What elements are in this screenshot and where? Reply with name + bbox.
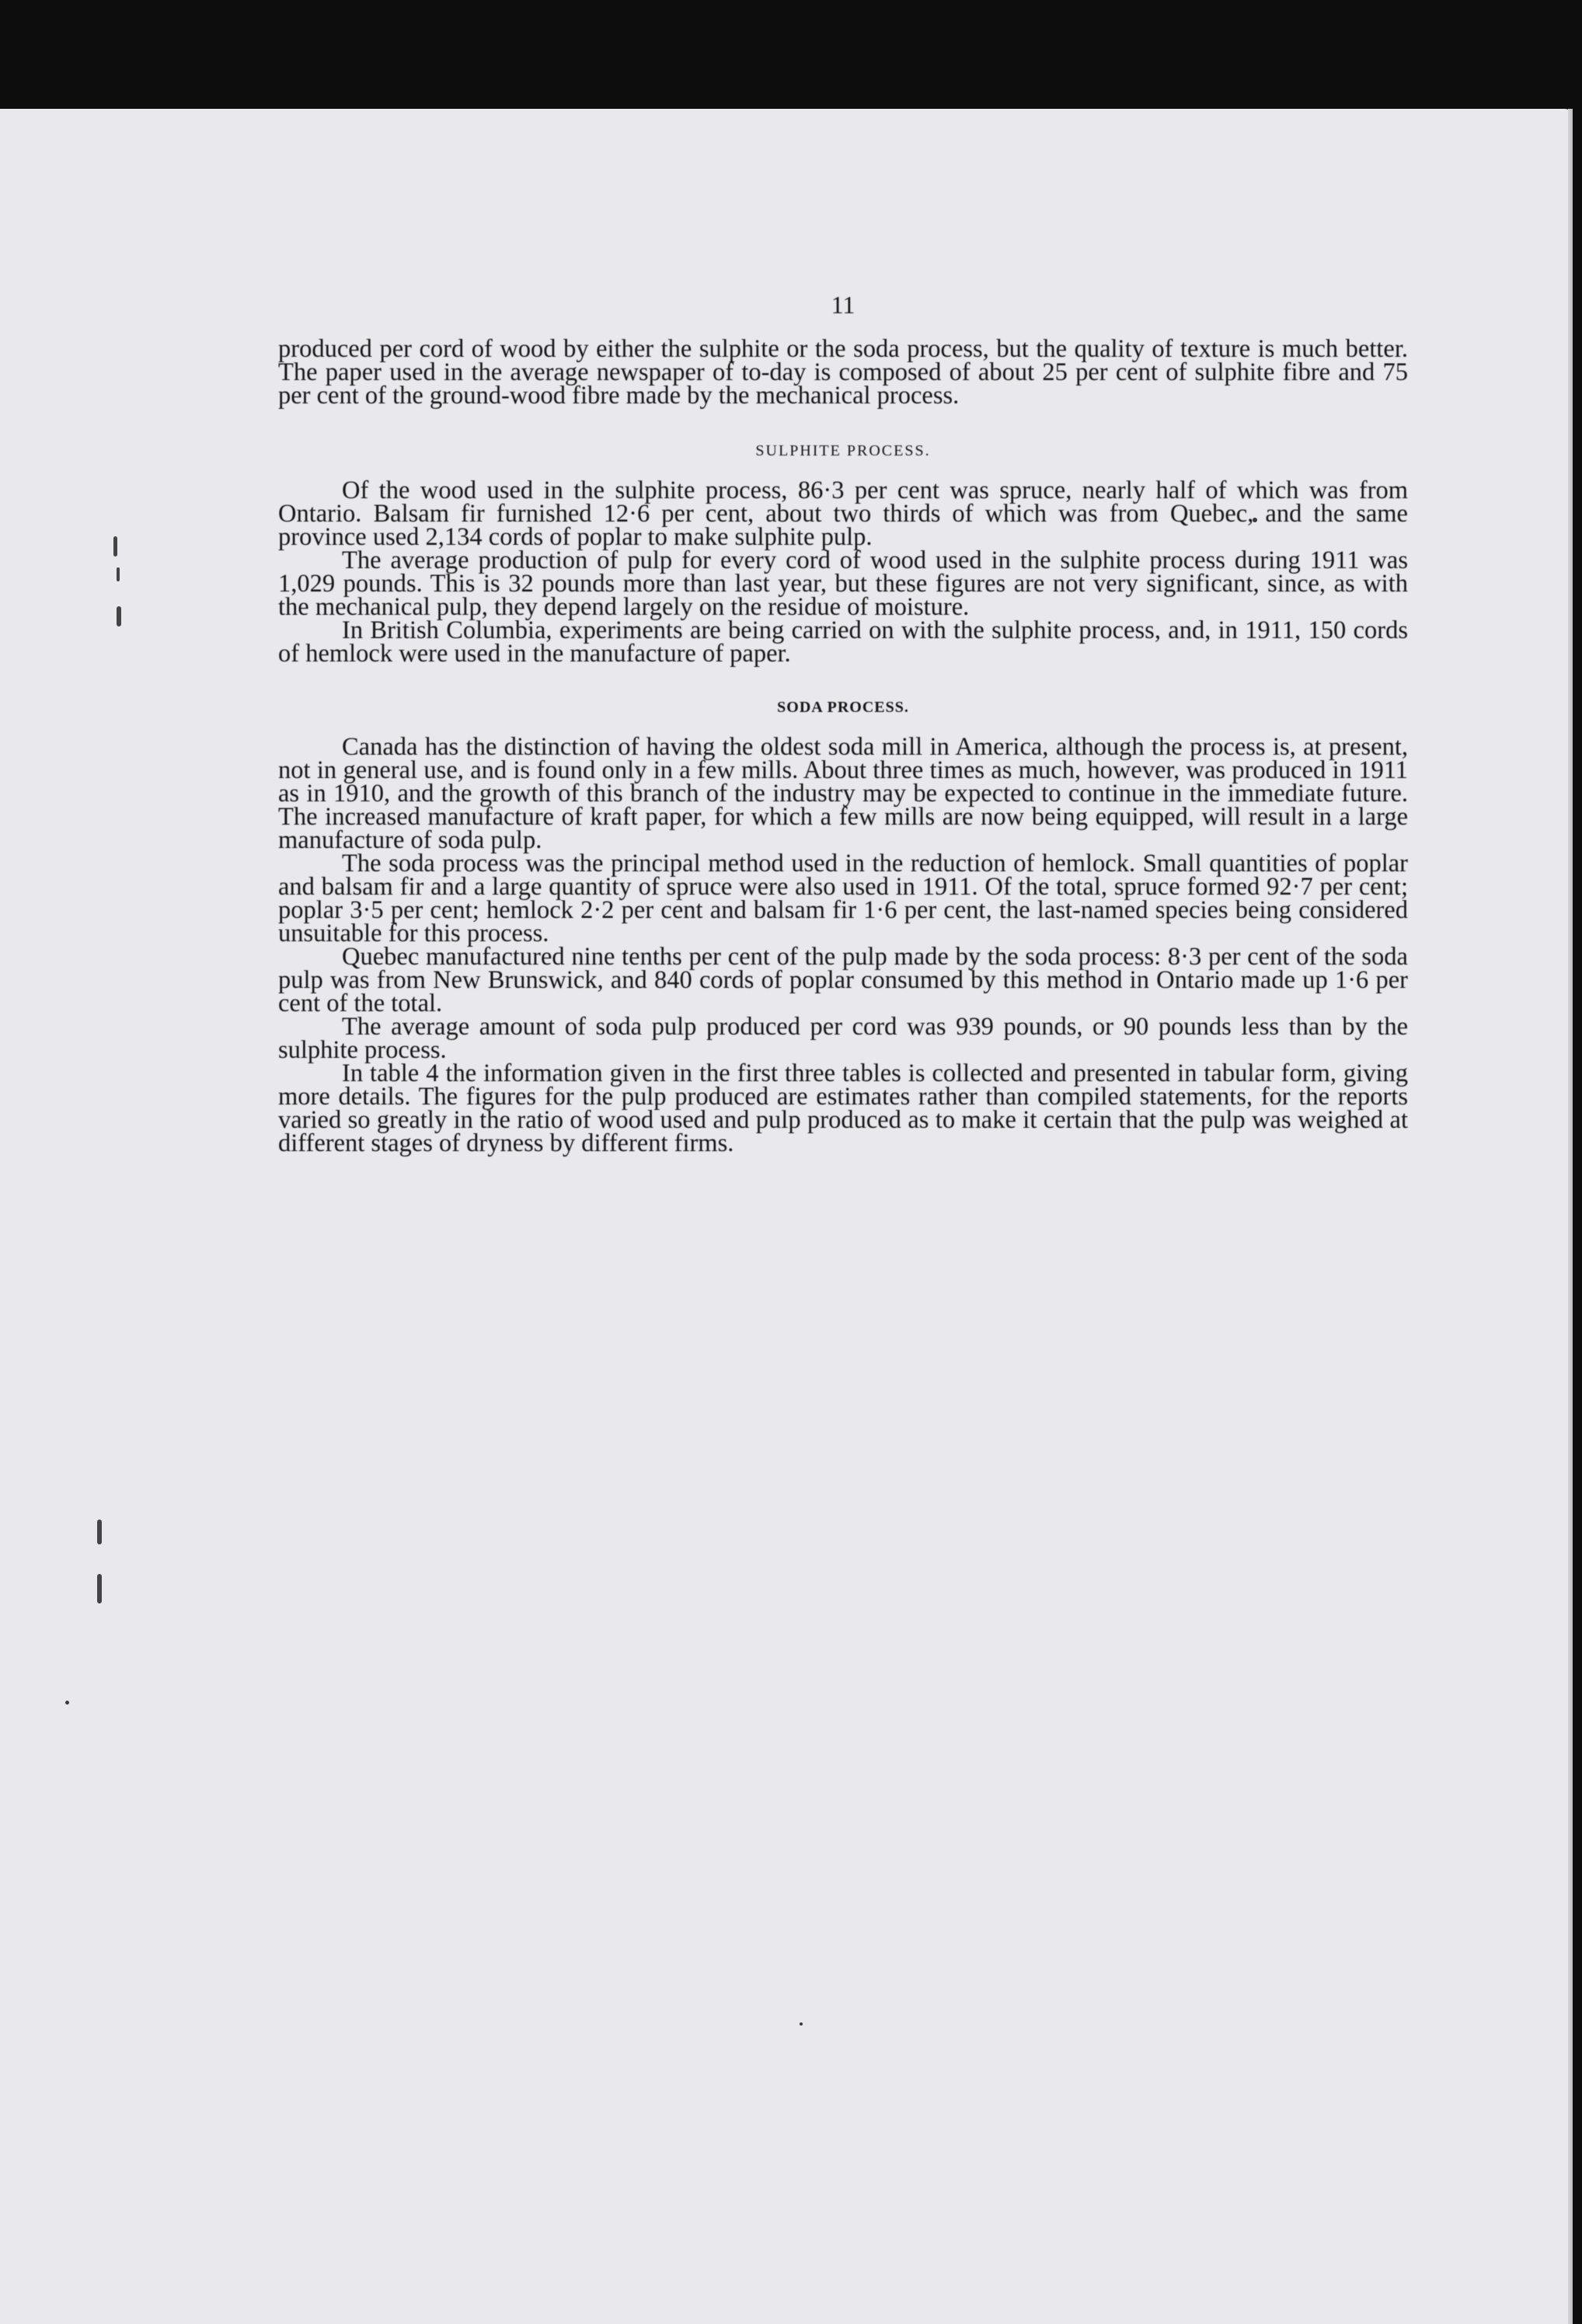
margin-mark <box>97 1574 102 1603</box>
sulphite-heading: SULPHITE PROCESS. <box>755 442 931 459</box>
sulphite-paragraph-3: In British Columbia, experiments are being carried on with the sulphite process, and, in 1911, 150 cords of hemlock were used in the manufacture of paper. <box>278 616 1408 668</box>
sulphite-paragraph-2: The average production of pulp for every cord of wood used in the sulphite process during 1911 was 1,029 pounds. This is 32 pounds more than last year, but these figures are not very significant, since, as with the mechanical pulp, they depend largely on the residue of moisture. <box>278 546 1408 621</box>
soda-paragraph-5: In table 4 the information given in the first three tables is collected and presented in tabular form, giving more details. The figures for the pulp produced are estimates rather than compiled statements, for the reports varied so greatly in the ratio of wood used and pulp produced as to make it certain that the pulp was weighed at different stages of dryness by different firms. <box>278 1059 1408 1157</box>
intro-paragraph: produced per cord of wood by either the sulphite or the soda process, but the quality of texture is much better. The paper used in the average newspaper of to-day is composed of about 25 per cent of sulphite fibre and 75 per cent of the ground-wood fibre made by the mechanical process. <box>278 335 1408 410</box>
margin-mark <box>97 1520 102 1544</box>
margin-mark <box>117 567 120 581</box>
margin-mark <box>117 606 121 626</box>
page-edge-shadow <box>1568 109 1573 2324</box>
soda-paragraph-2: The soda process was the principal method used in the reduction of hemlock. Small quantities of poplar and balsam fir and a large quantity of spruce were also used in 1911. Of the total, spruce formed 92·7 per cent; poplar 3·5 per cent; hemlock 2·2 per cent and balsam fir 1·6 per cent, the last-named species being considered unsuitable for this process. <box>278 850 1408 947</box>
soda-paragraph-4: The average amount of soda pulp produced per cord was 939 pounds, or 90 pounds less than by the sulphite process. <box>278 1013 1408 1064</box>
scan-speck <box>65 1701 69 1705</box>
sulphite-paragraph-1: Of the wood used in the sulphite process, 86·3 per cent was spruce, nearly half of which was from Ontario. Balsam fir furnished 12·6 per cent, about two thirds of which was from Quebec, and the same province used 2,134 cords of poplar to make sulphite pulp. <box>278 476 1408 551</box>
scan-speck <box>800 2022 803 2026</box>
page-number: 11 <box>831 291 855 319</box>
margin-mark <box>113 536 117 557</box>
page-content <box>278 292 1408 1155</box>
soda-paragraph-3: Quebec manufactured nine tenths per cent of the pulp made by the soda process: 8·3 per cent of the soda pulp was from New Brunswick, and 840 cords of poplar consumed by this method in Ontario made up 1·6 per cent of the total. <box>278 943 1408 1017</box>
soda-heading: SODA PROCESS. <box>777 699 909 716</box>
soda-paragraph-1: Canada has the distinction of having the oldest soda mill in America, although the process is, at present, not in general use, and is found only in a few mills. About three times as much, however, was produced in 1911 as in 1910, and the growth of this branch of the industry may be expected to continue in the immediate future. The increased manufacture of kraft paper, for which a few mills are now being equipped, will result in a large manufacture of soda pulp. <box>278 733 1408 854</box>
scanned-page <box>0 109 1573 2324</box>
